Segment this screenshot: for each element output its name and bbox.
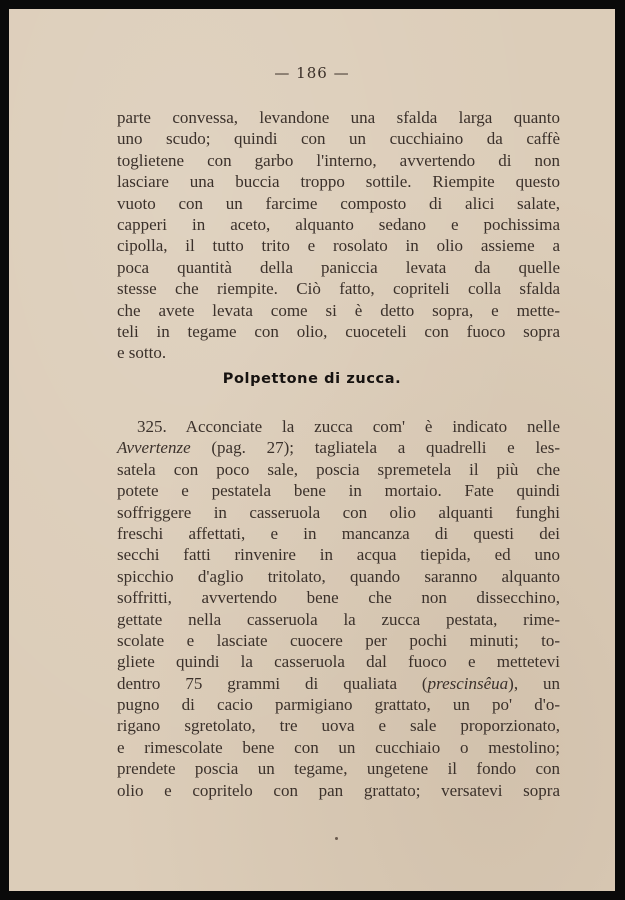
text-line: capperi in aceto, alquanto sedano e pochissima [117, 214, 560, 234]
text-line: poca quantità della paniccia levata da quelle [117, 257, 560, 277]
text-line: satela con poco sale, poscia spremetela il più che [117, 459, 560, 479]
italic-dialect-term: prescinsêua [427, 673, 509, 693]
text-line: teli in tegame con olio, cuoceteli con fuoco sopra [117, 321, 560, 341]
text-line: gliete quindi la casseruola dal fuoco e mettetevi [117, 652, 560, 672]
text-line: freschi affettati, e in mancanza di questi dei [117, 523, 560, 543]
text-line: scolate e lasciate cuocere per pochi minuti; to- [117, 630, 560, 650]
text-line: cipolla, il tutto trito e rosolato in olio assieme a [117, 236, 560, 256]
recipe-heading: Polpettone di zucca. [222, 371, 402, 387]
text-line: stesse che riempite. Ciò fatto, copriteli colla sfalda [117, 279, 560, 299]
book-page [9, 9, 615, 891]
text-line: rigano sgretolato, tre uova e sale proporzionato, [117, 716, 560, 736]
text-line: soffriggere in casseruola con olio alquanti funghi [117, 502, 560, 522]
paper-speck [335, 837, 338, 840]
recipe-number: 325. [137, 417, 167, 436]
text-line: toglietene con garbo l'interno, avvertendo di non [117, 150, 560, 170]
text-line: secchi fatti rinvenire in acqua tiepida, ed uno [117, 545, 560, 565]
text-line [117, 416, 560, 437]
paragraph-continued [117, 107, 560, 364]
line-text: Acconciate la zucca com' è indicato nelle [166, 417, 560, 436]
text-line [117, 673, 560, 694]
line-text: dentro 75 grammi di qualiata ( [117, 673, 428, 693]
text-line: parte convessa, levandone una sfalda larga quanto [117, 108, 560, 127]
text-line: soffritti, avvertendo bene che non dissecchino, [117, 588, 560, 608]
line-text: ), un [508, 673, 560, 693]
text-line: lasciare una buccia troppo sottile. Riempite questo [117, 172, 560, 192]
text-line: uno scudo; quindi con un cucchiaino da caffè [117, 129, 560, 149]
text-line: e sotto. [117, 343, 167, 363]
page-number: — 186 — [274, 64, 350, 82]
line-text: (pag. 27); tagliatela a quadrelli e les- [190, 438, 560, 458]
text-line: spicchio d'aglio tritolato, quando saranno alquanto [117, 566, 560, 586]
text-line: e rimescolate bene con un cucchiaio o mestolino; [117, 737, 560, 757]
text-line: potete e pestatela bene in mortaio. Fate quindi [117, 481, 560, 501]
text-line: olio e copritelo con pan grattato; versatevi sopra [117, 780, 560, 800]
text-line: pugno di cacio parmigiano grattato, un po' d'o- [117, 695, 560, 715]
text-line: prendete poscia un tegame, ungetene il fondo con [117, 759, 560, 779]
recipe-paragraph [117, 416, 560, 801]
italic-reference: Avvertenze [117, 438, 191, 458]
text-line [117, 437, 560, 458]
text-line: che avete levata come si è detto sopra, e mette- [117, 300, 560, 320]
text-line: gettate nella casseruola la zucca pestata, rime- [117, 609, 560, 629]
text-line: vuoto con un farcime composto di alici salate, [117, 193, 560, 213]
